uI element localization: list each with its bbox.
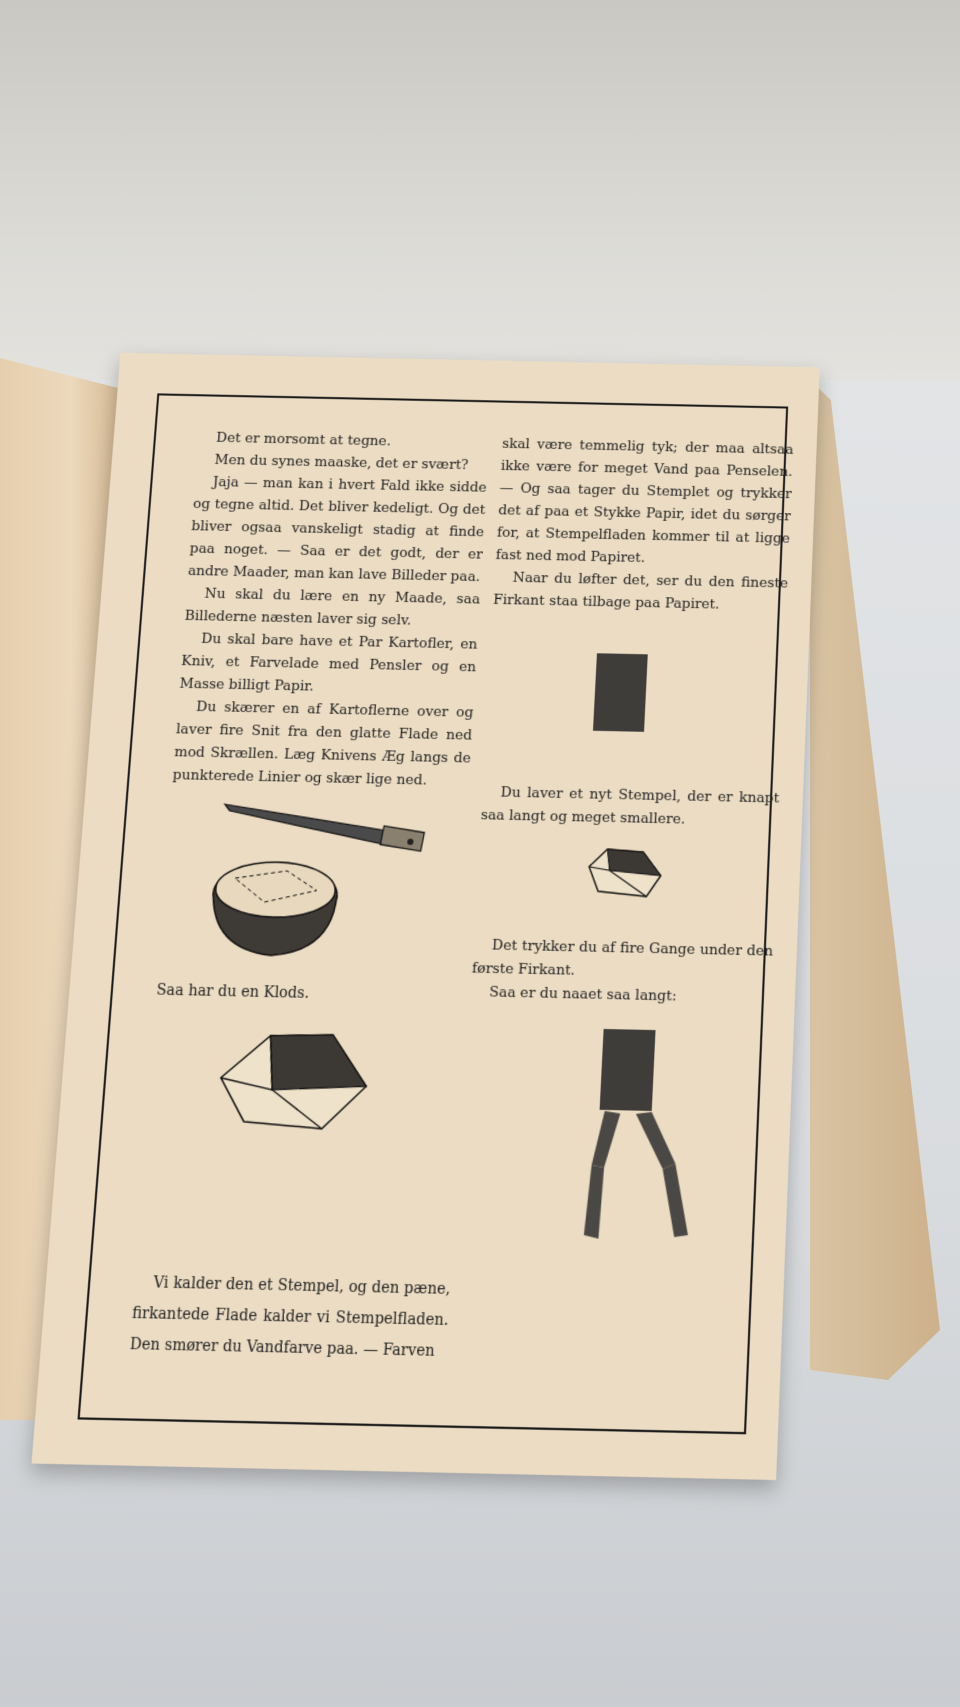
paragraph: Du skærer en af Kartoflerne over og laver fire Snit fra den glatte Flade ned mod Skrællen. Læg Knivens Æg langs de punkterede Linier og skær lige ned. <box>172 698 474 789</box>
book-page <box>31 353 819 1480</box>
left-column <box>172 426 490 792</box>
paragraph: Du laver et nyt Stempel, der er knapt saa langt og meget smallere. <box>480 784 780 828</box>
paragraph: Det trykker du af fire Gange under den første Firkant. <box>471 936 774 980</box>
paragraph: Saa er du naaet saa langt: <box>488 983 677 1005</box>
wall-background <box>0 0 960 400</box>
right-column <box>493 433 794 618</box>
klods-illustration <box>206 1024 391 1147</box>
paragraph: Jaja — man kan i hvert Fald ikke sidde og tegne altid. Det bliver kedeligt. Og det bliver ogsaa vanskeligt stadig at finde paa noget. — Saa er det godt, der er andre Maader, man kan lave Billeder paa. <box>187 473 488 586</box>
paragraph: skal være temmelig tyk; der maa altsaa ikke være for meget Vand paa Penselen. — Og saa tager du Stemplet og trykker det af paa et Stykke Papir, idet du sørger for, at Stempelfladen kommer til at ligge fast ned mod Papiret. <box>495 435 794 567</box>
paragraph: Naar du løfter det, ser du den fineste Firkant staa tilbage paa Papiret. <box>492 569 789 613</box>
bottom-text <box>129 1267 452 1367</box>
klods-caption: Saa har du en Klods. <box>155 981 310 1003</box>
printed-square <box>593 653 648 732</box>
page-border <box>78 393 794 1434</box>
right-lower-text <box>470 933 774 1010</box>
paragraph: Nu skal du lære en ny Maade, saa Billederne næsten laver sig selv. <box>184 585 481 629</box>
paragraph: Du skal bare have et Par Kartofler, en Kniv, et Farvelade med Pensler og en Masse billigt Papir. <box>178 630 478 695</box>
paragraph: Men du synes maaske, det er svært? <box>213 451 469 474</box>
right-mid-text <box>480 781 780 833</box>
paragraph: Det er morsomt at tegne. <box>215 429 392 450</box>
knife-potato-illustration <box>198 796 446 970</box>
paragraph: Vi kalder den et Stempel, og den pæne, firkantede Flade kalder vi Stempelfladen. Den smører du Vandfarve paa. — Farven <box>129 1274 451 1361</box>
printed-figure-illustration <box>556 1026 713 1257</box>
small-stamp-illustration <box>579 840 675 905</box>
